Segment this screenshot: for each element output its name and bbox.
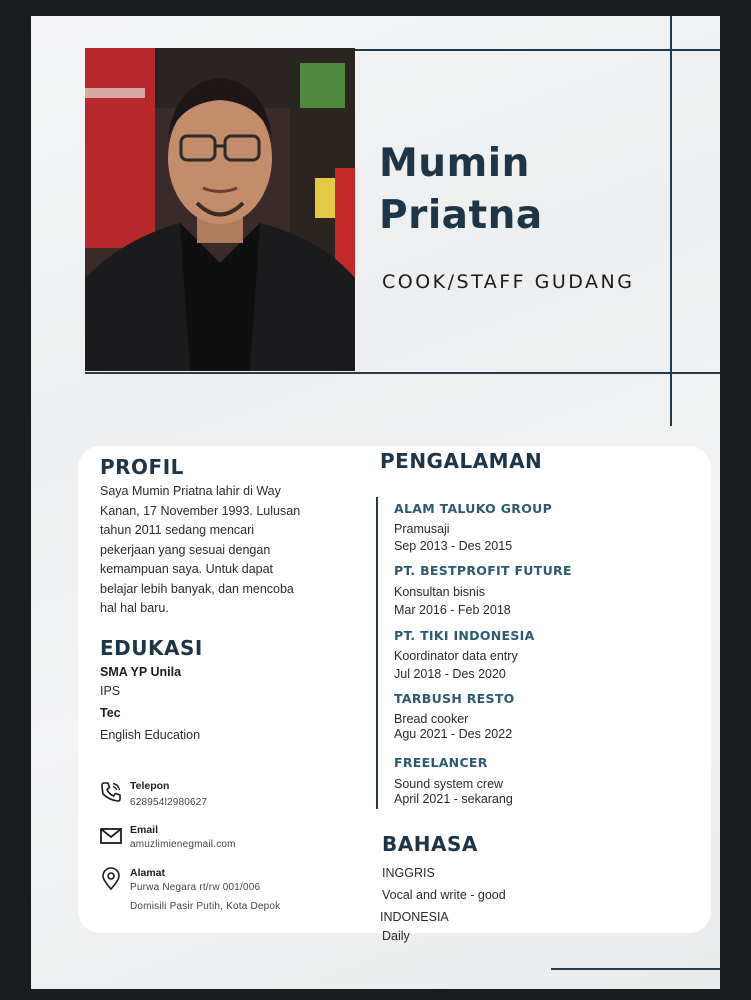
experience-company: PT. TIKI INDONESIA xyxy=(394,628,535,643)
phone-value[interactable]: 628954l2980627 xyxy=(130,797,208,808)
content-card xyxy=(78,446,711,943)
education-school: SMA YP Unila xyxy=(100,665,182,679)
profile-line: Kanan, 17 November 1993. Lulusan xyxy=(100,503,301,518)
name-first: Mumin xyxy=(379,141,530,186)
profile-text xyxy=(100,482,330,619)
email-value[interactable]: amuzlimienegmail.com xyxy=(130,839,236,850)
experience-timeline-bar xyxy=(376,497,378,809)
experience-role: Koordinator data entry xyxy=(394,649,518,663)
experience-role: Sound system crew xyxy=(394,777,504,791)
address-line: Domisili Pasir Putih, Kota Depok xyxy=(130,901,281,912)
profile-photo xyxy=(85,48,355,371)
experience-role: Bread cooker xyxy=(394,712,469,726)
profile-line: hal hal baru. xyxy=(100,601,169,615)
profile-line: pekerjaan yang sesuai dengan xyxy=(100,542,271,557)
education-detail: English Education xyxy=(100,728,201,742)
experience-role: Konsultan bisnis xyxy=(394,585,486,599)
envelope-icon xyxy=(99,824,123,848)
job-title: COOK/STAFF GUDANG xyxy=(382,271,635,293)
frame-line-vertical xyxy=(670,16,672,426)
experience-period: Agu 2021 - Des 2022 xyxy=(394,727,513,741)
language-line: INDONESIA xyxy=(380,910,449,924)
candidate-name xyxy=(379,138,543,242)
language-line: Daily xyxy=(382,929,410,943)
frame-line-bottom xyxy=(551,968,720,970)
address-label: Alamat xyxy=(130,867,166,879)
experience-company: TARBUSH RESTO xyxy=(394,691,515,706)
experience-company: PT. BESTPROFIT FUTURE xyxy=(394,563,572,578)
frame-line-middle xyxy=(85,372,720,374)
education-heading: EDUKASI xyxy=(100,636,203,660)
phone-icon xyxy=(99,780,123,804)
email-label: Email xyxy=(130,824,159,836)
experience-period: April 2021 - sekarang xyxy=(394,792,513,806)
profile-line: belajar lebih banyak, dan mencoba xyxy=(100,581,294,596)
experience-company: ALAM TALUKO GROUP xyxy=(394,501,553,516)
resume-sheet xyxy=(31,16,720,989)
languages-heading: BAHASA xyxy=(382,832,478,856)
phone-label: Telepon xyxy=(130,780,170,792)
name-last: Priatna xyxy=(379,193,543,238)
experience-company: FREELANCER xyxy=(394,755,488,770)
address-line: Purwa Negara rt/rw 001/006 xyxy=(130,882,261,893)
map-pin-icon xyxy=(99,867,123,891)
experience-heading: PENGALAMAN xyxy=(380,449,543,473)
frame-line-top xyxy=(355,49,720,51)
language-line: INGGRIS xyxy=(382,866,435,880)
profile-line: kemampuan saya. Untuk dapat xyxy=(100,562,274,576)
profile-heading: PROFIL xyxy=(100,455,184,479)
education-detail: IPS xyxy=(100,684,121,698)
profile-line: tahun 2011 sedang mencari xyxy=(100,523,255,537)
education-school: Tec xyxy=(100,706,121,720)
experience-role: Pramusaji xyxy=(394,522,450,536)
language-line: Vocal and write - good xyxy=(382,888,506,902)
experience-period: Mar 2016 - Feb 2018 xyxy=(394,603,511,617)
experience-period: Sep 2013 - Des 2015 xyxy=(394,539,513,553)
experience-period: Jul 2018 - Des 2020 xyxy=(394,667,506,681)
profile-line: Saya Mumin Priatna lahir di Way xyxy=(100,484,281,498)
